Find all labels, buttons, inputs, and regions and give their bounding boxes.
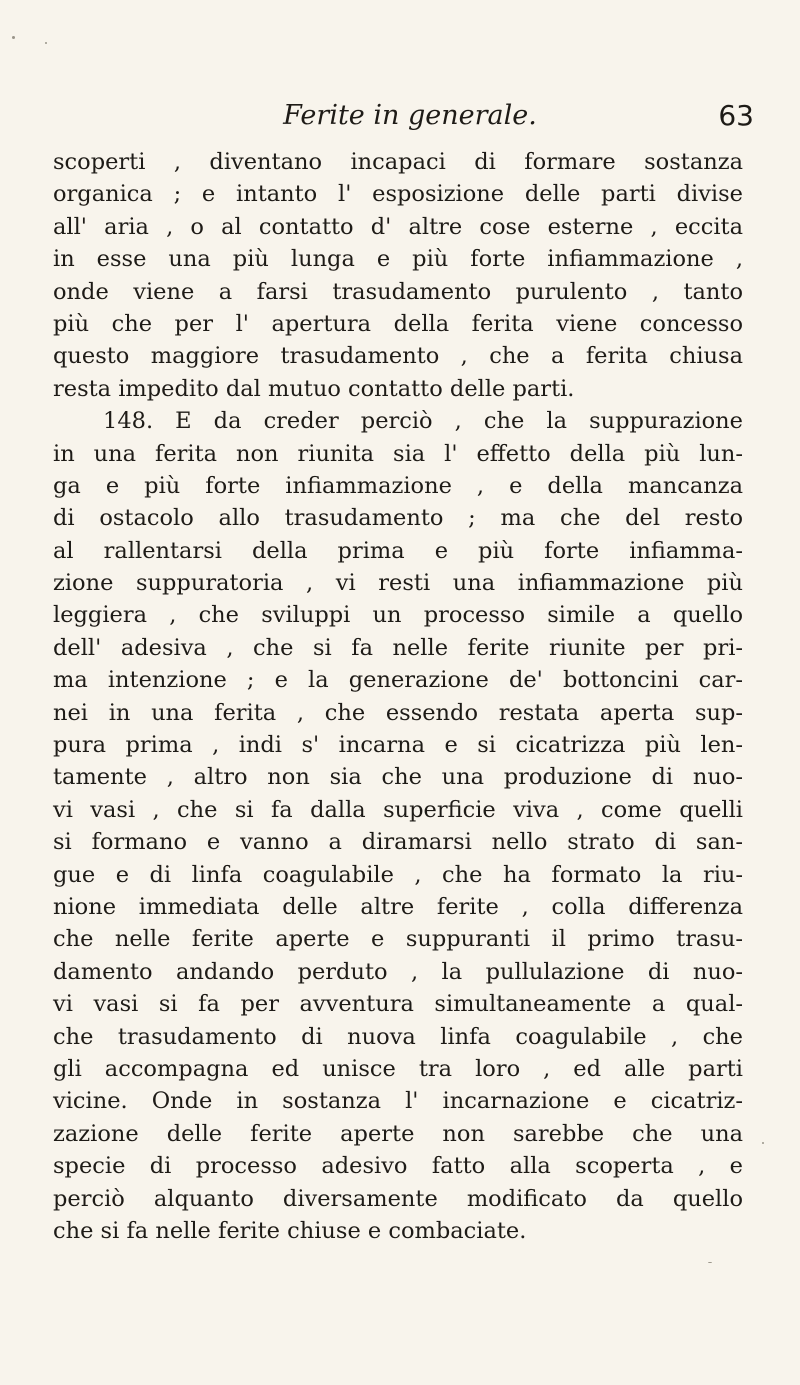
page-number: 63: [718, 99, 754, 132]
text-line: zazione delle ferite aperte non sarebbe che una: [53, 1120, 743, 1147]
text-line: pura prima , indi s' incarna e si cicatrizza più len-: [53, 732, 743, 759]
text-line: in esse una più lunga e più forte infiammazione ,: [53, 246, 743, 273]
text-line: resta impedito dal mutuo contatto delle parti.: [53, 375, 575, 402]
text-line: perciò alquanto diversamente modificato da quello: [53, 1185, 743, 1212]
text-line: che nelle ferite aperte e suppuranti il primo trasu-: [53, 926, 743, 953]
text-line: ga e più forte infiammazione , e della mancanza: [53, 472, 743, 499]
page-header: [60, 98, 760, 138]
paper-speck: [762, 1142, 764, 1144]
text-line: onde viene a farsi trasudamento purulento , tanto: [53, 278, 743, 305]
text-line: leggiera , che sviluppi un processo simile a quello: [53, 602, 743, 629]
paper-speck: [708, 1262, 712, 1263]
text-line: ma intenzione ; e la generazione de' bottoncini car-: [53, 667, 743, 694]
running-title: Ferite in generale.: [283, 100, 537, 131]
text-line: vicine. Onde in sostanza l' incarnazione e cicatriz-: [53, 1088, 743, 1115]
text-line: nione immediata delle altre ferite , colla differenza: [53, 893, 743, 920]
text-line: si formano e vanno a diramarsi nello strato di san-: [53, 829, 743, 856]
text-line: scoperti , diventano incapaci di formare sostanza: [53, 149, 743, 175]
text-line: che si fa nelle ferite chiuse e combaciate.: [53, 1217, 527, 1244]
text-line: dell' adesiva , che si fa nelle ferite riunite per pri-: [53, 634, 743, 661]
text-line: nei in una ferita , che essendo restata aperta sup-: [53, 699, 743, 726]
text-line: gue e di linfa coagulabile , che ha formato la riu-: [53, 861, 743, 888]
paragraph-start-line: 148. E da creder perciò , che la suppurazione: [103, 408, 743, 435]
text-line: gli accompagna ed unisce tra loro , ed alle parti: [53, 1055, 743, 1082]
text-line: vi vasi , che si fa dalla superficie viva , come quelli: [53, 796, 743, 823]
text-line: specie di processo adesivo fatto alla scoperta , e: [53, 1153, 743, 1180]
paper-speck: [12, 36, 15, 39]
text-line: questo maggiore trasudamento , che a ferita chiusa: [53, 343, 743, 370]
text-line: tamente , altro non sia che una produzione di nuo-: [53, 764, 743, 791]
text-line: di ostacolo allo trasudamento ; ma che del resto: [53, 505, 743, 532]
text-line: all' aria , o al contatto d' altre cose esterne , eccita: [53, 213, 743, 240]
text-line: zione suppuratoria , vi resti una infiammazione più: [53, 570, 743, 597]
text-line: organica ; e intanto l' esposizione delle parti divise: [53, 181, 743, 208]
text-line: al rallentarsi della prima e più forte infiamma-: [53, 537, 743, 564]
text-line: vi vasi si fa per avventura simultaneamente a qual-: [53, 991, 743, 1018]
paper-speck: [45, 42, 47, 44]
text-line: damento andando perduto , la pullulazione di nuo-: [53, 958, 743, 985]
text-line: che trasudamento di nuova linfa coagulabile , che: [53, 1023, 743, 1050]
text-line: più che per l' apertura della ferita viene concesso: [53, 310, 743, 337]
body-text: [53, 146, 743, 1247]
text-line: in una ferita non riunita sia l' effetto della più lun-: [53, 440, 743, 467]
